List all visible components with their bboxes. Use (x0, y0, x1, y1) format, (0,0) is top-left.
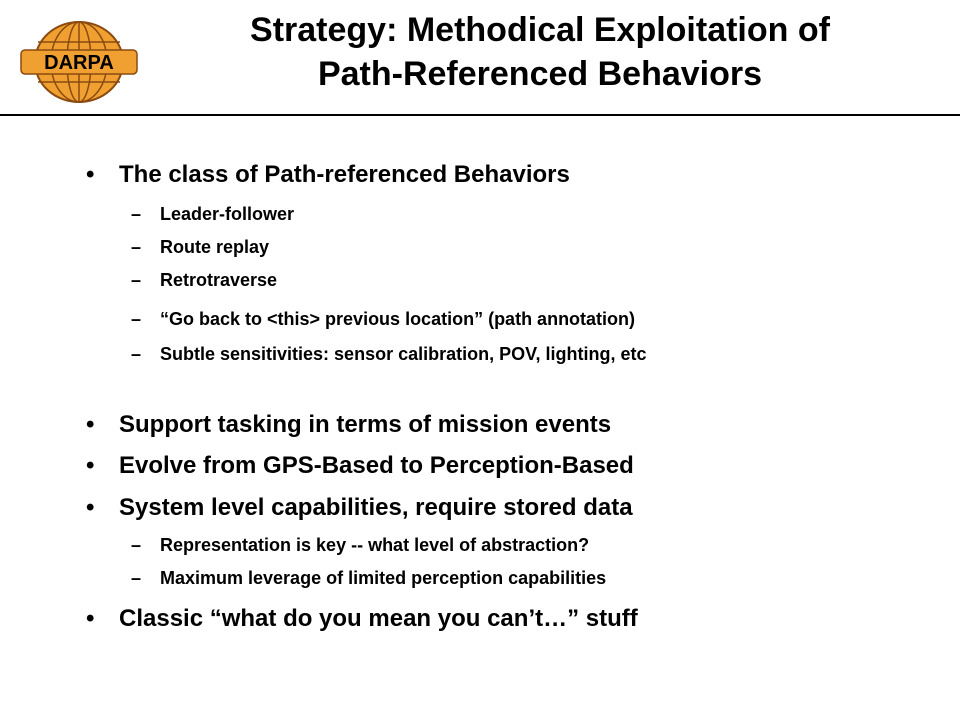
bullet-text: Evolve from GPS-Based to Perception-Based (119, 452, 634, 479)
bullet-marker: • (86, 494, 95, 521)
bullet-text: Support tasking in terms of mission events (119, 411, 612, 438)
bullet-marker: • (86, 411, 95, 438)
bullet-text: Classic “what do you mean you can’t…” stuff (119, 605, 638, 632)
dash-marker: – (131, 270, 142, 290)
bullet-marker: • (86, 605, 95, 632)
sub-bullet-text: Route replay (160, 237, 270, 257)
dash-marker: – (131, 309, 142, 329)
dash-marker: – (131, 204, 142, 224)
logo-wordmark: DARPA (44, 52, 114, 74)
dash-marker: – (131, 568, 142, 588)
bullet-text: System level capabilities, require stored data (119, 494, 633, 521)
dash-marker: – (131, 344, 142, 364)
bullet-marker: • (86, 452, 95, 479)
sub-bullet-text: Retrotraverse (160, 270, 278, 290)
dash-marker: – (131, 535, 142, 555)
slide-title-line-2: Path-Referenced Behaviors (317, 55, 763, 93)
sub-bullet-text: “Go back to <this> previous location” (path annotation) (160, 309, 636, 329)
slide-title-line-1: Strategy: Methodical Exploitation of (250, 11, 830, 49)
sub-bullet-text: Subtle sensitivities: sensor calibration, POV, lighting, etc (160, 344, 647, 364)
bullet-text: The class of Path-referenced Behaviors (119, 161, 570, 188)
sub-bullet-text: Leader-follower (160, 204, 295, 224)
sub-bullet-text: Maximum leverage of limited perception capabilities (160, 568, 607, 588)
sub-bullet-text: Representation is key -- what level of abstraction? (160, 535, 590, 555)
bullet-marker: • (86, 161, 95, 188)
dash-marker: – (131, 237, 142, 257)
